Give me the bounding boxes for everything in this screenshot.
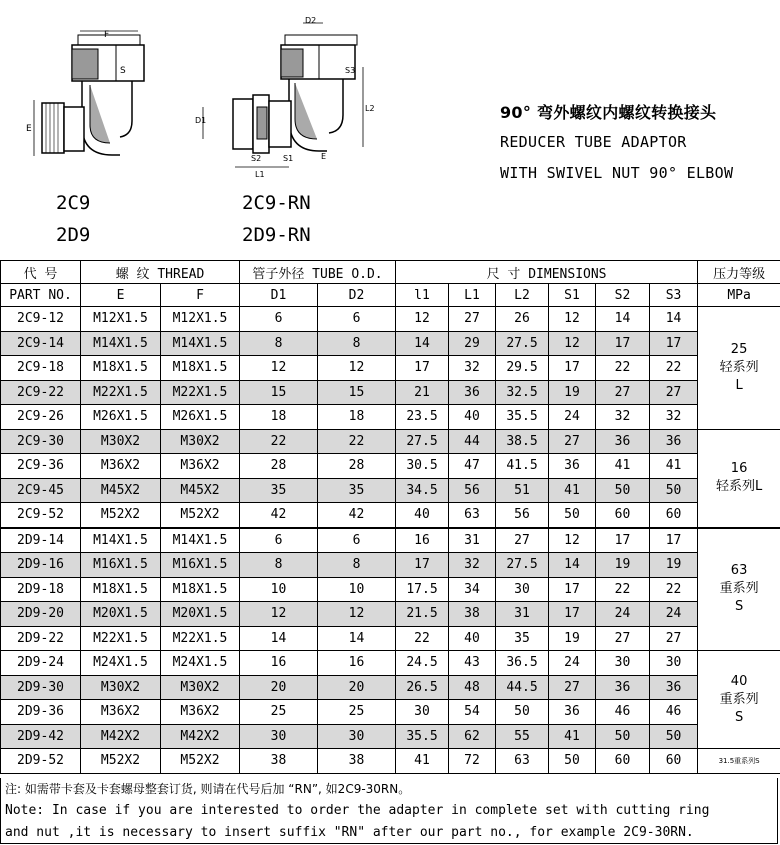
pressure-cell (698, 307, 780, 430)
table-cell: 21.5 (396, 602, 449, 627)
table-row (1, 429, 780, 454)
table-cell: 14 (240, 626, 318, 651)
table-cell: 47 (449, 454, 496, 479)
title-english-1: REDUCER TUBE ADAPTOR (500, 133, 687, 151)
table-cell: M45X2 (161, 478, 240, 503)
table-cell: M20X1.5 (81, 602, 161, 627)
table-cell: 12 (318, 602, 396, 627)
table-cell: 36 (650, 429, 698, 454)
elbow-drawing-2c9-rn (195, 15, 380, 180)
table-cell: 6 (318, 307, 396, 332)
table-cell: 36 (650, 675, 698, 700)
table-cell: 43 (449, 651, 496, 676)
table-cell: 12 (318, 356, 396, 381)
pressure-cell (698, 528, 780, 651)
table-cell: 2C9-26 (1, 405, 81, 430)
table-cell: 23.5 (396, 405, 449, 430)
table-cell: 22 (318, 429, 396, 454)
table-cell: 31 (496, 602, 549, 627)
table-cell: 27 (650, 626, 698, 651)
table-cell: 17 (650, 331, 698, 356)
table-cell: M12X1.5 (81, 307, 161, 332)
table-cell: 15 (240, 380, 318, 405)
table-cell: 36 (449, 380, 496, 405)
table-cell: 27.5 (496, 553, 549, 578)
pressure-value: 16 (730, 461, 748, 476)
table-cell: 2C9-45 (1, 478, 81, 503)
table-cell: M42X2 (161, 724, 240, 749)
table-cell: 38.5 (496, 429, 549, 454)
table-cell: 2C9-14 (1, 331, 81, 356)
table-cell: 12 (549, 528, 596, 553)
header-col: S3 (650, 284, 698, 307)
table-cell: 2D9-22 (1, 626, 81, 651)
table-cell: 30 (318, 724, 396, 749)
table-cell: 12 (549, 331, 596, 356)
table-cell: 2D9-36 (1, 700, 81, 725)
table-cell: M36X2 (81, 700, 161, 725)
table-row (1, 626, 780, 651)
pressure-value: 63 (730, 563, 748, 579)
table-cell: 22 (650, 577, 698, 602)
table-cell: M24X1.5 (81, 651, 161, 676)
table-cell: 30 (496, 577, 549, 602)
pressure-series: 轻系列L (715, 479, 763, 494)
table-cell: M12X1.5 (161, 307, 240, 332)
table-row (1, 724, 780, 749)
table-row (1, 602, 780, 627)
header-row-2 (1, 284, 780, 307)
header-col: D2 (318, 284, 396, 307)
table-cell: 2D9-14 (1, 528, 81, 553)
label-l2: L2 (365, 104, 375, 113)
table-cell: 35 (318, 478, 396, 503)
table-cell: 17.5 (396, 577, 449, 602)
table-cell: 16 (240, 651, 318, 676)
label-d2: D2 (305, 16, 317, 25)
table-cell: 32 (449, 356, 496, 381)
table-cell: 30 (396, 700, 449, 725)
header-col: S2 (596, 284, 650, 307)
table-cell: 14 (396, 331, 449, 356)
note-english-2: and nut ,it is necessary to insert suffix "RN" after our part no., for example 2C9-30RN. (5, 825, 694, 840)
table-cell: 16 (318, 651, 396, 676)
table-cell: 50 (549, 749, 596, 774)
table-cell: 35.5 (396, 724, 449, 749)
table-cell: 32 (596, 405, 650, 430)
table-cell: 12 (240, 356, 318, 381)
header-col: L1 (449, 284, 496, 307)
table-cell: 17 (596, 331, 650, 356)
table-row (1, 651, 780, 676)
table-cell: M36X2 (161, 454, 240, 479)
table-cell: 21 (396, 380, 449, 405)
table-cell: 60 (650, 503, 698, 528)
table-cell: 26.5 (396, 675, 449, 700)
table-row (1, 700, 780, 725)
table-cell: 25 (318, 700, 396, 725)
table-row (1, 675, 780, 700)
table-row (1, 528, 780, 553)
table-cell: M22X1.5 (161, 626, 240, 651)
table-cell: 27.5 (396, 429, 449, 454)
label-s3: S3 (345, 66, 356, 75)
table-cell: 17 (650, 528, 698, 553)
table-cell: 41 (650, 454, 698, 479)
table-cell: M14X1.5 (81, 331, 161, 356)
table-cell: 14 (650, 307, 698, 332)
table-cell: 30 (650, 651, 698, 676)
table-row (1, 356, 780, 381)
table-cell: 2D9-16 (1, 553, 81, 578)
table-cell: 35 (240, 478, 318, 503)
model-2c9: 2C9 (56, 192, 91, 214)
label-s: S (120, 66, 126, 76)
table-cell: 36 (549, 454, 596, 479)
note-chinese: 注: 如需带卡套及卡套螺母整套订货, 则请在代号后加 “RN”, 如2C9-30RN。 (5, 782, 411, 796)
header-pressure: 压力等级 (698, 261, 780, 284)
pressure-value: 31.5重系列S (718, 756, 760, 765)
notes-box (0, 778, 778, 844)
table-cell: 50 (596, 724, 650, 749)
table-cell: 32.5 (496, 380, 549, 405)
pressure-series: 重系列 (719, 691, 759, 707)
table-cell: 8 (318, 331, 396, 356)
header-col: l1 (396, 284, 449, 307)
table-cell: 28 (318, 454, 396, 479)
table-cell: 54 (449, 700, 496, 725)
table-cell: 18 (318, 405, 396, 430)
table-cell: 42 (240, 503, 318, 528)
table-cell: 34.5 (396, 478, 449, 503)
table-cell: 32 (650, 405, 698, 430)
table-cell: 42 (318, 503, 396, 528)
table-cell: 56 (496, 503, 549, 528)
table-cell: 51 (496, 478, 549, 503)
table-cell: 41 (396, 749, 449, 774)
table-cell: 28 (240, 454, 318, 479)
table-cell: 6 (240, 307, 318, 332)
label-s2: S2 (251, 154, 262, 163)
pressure-series: 重系列 (719, 581, 759, 597)
table-cell: 2C9-30 (1, 429, 81, 454)
header-col: E (81, 284, 161, 307)
table-cell: M30X2 (81, 429, 161, 454)
table-cell: 48 (449, 675, 496, 700)
model-2d9: 2D9 (56, 224, 91, 246)
table-cell: 38 (240, 749, 318, 774)
table-cell: M18X1.5 (161, 356, 240, 381)
header-row-1 (1, 261, 780, 284)
table-cell: 27 (596, 380, 650, 405)
pressure-suffix: S (734, 599, 744, 615)
table-cell: M14X1.5 (81, 528, 161, 553)
table-cell: 72 (449, 749, 496, 774)
table-row (1, 405, 780, 430)
table-cell: M18X1.5 (161, 577, 240, 602)
table-cell: 30 (240, 724, 318, 749)
table-cell: 24 (549, 405, 596, 430)
pressure-suffix: S (734, 709, 744, 725)
table-cell: 15 (318, 380, 396, 405)
table-cell: M52X2 (161, 503, 240, 528)
table-cell: 35 (496, 626, 549, 651)
table-cell: 10 (240, 577, 318, 602)
pressure-cell (698, 651, 780, 749)
table-cell: M52X2 (81, 749, 161, 774)
table-cell: 2C9-18 (1, 356, 81, 381)
table-cell: 36 (596, 675, 650, 700)
table-row (1, 380, 780, 405)
table-cell: 12 (240, 602, 318, 627)
table-cell: M16X1.5 (161, 553, 240, 578)
table-cell: M30X2 (81, 675, 161, 700)
table-cell: 44 (449, 429, 496, 454)
label-f: F (104, 30, 110, 40)
table-cell: 2D9-42 (1, 724, 81, 749)
table-cell: 40 (449, 405, 496, 430)
label-e-right: E (321, 152, 327, 161)
pressure-cell (698, 749, 780, 774)
table-cell: 40 (449, 626, 496, 651)
title-english-2: WITH SWIVEL NUT 90° ELBOW (500, 164, 734, 182)
table-cell: 24 (596, 602, 650, 627)
table-row (1, 478, 780, 503)
header-col: F (161, 284, 240, 307)
table-cell: 24.5 (396, 651, 449, 676)
table-cell: 30.5 (396, 454, 449, 479)
table-cell: 27.5 (496, 331, 549, 356)
header-col: S1 (549, 284, 596, 307)
table-cell: M14X1.5 (161, 528, 240, 553)
table-cell: 14 (596, 307, 650, 332)
table-cell: 27 (650, 380, 698, 405)
table-cell: M30X2 (161, 675, 240, 700)
table-cell: 6 (318, 528, 396, 553)
table-cell: 44.5 (496, 675, 549, 700)
table-cell: M18X1.5 (81, 356, 161, 381)
table-cell: M24X1.5 (161, 651, 240, 676)
dimensions-table (0, 260, 780, 774)
table-cell: 25 (240, 700, 318, 725)
table-cell: 34 (449, 577, 496, 602)
table-cell: 60 (596, 503, 650, 528)
table-row (1, 749, 780, 774)
table-row (1, 553, 780, 578)
table-cell: M52X2 (81, 503, 161, 528)
table-cell: 2C9-52 (1, 503, 81, 528)
table-cell: 41 (549, 724, 596, 749)
table-cell: 29 (449, 331, 496, 356)
table-cell: 22 (240, 429, 318, 454)
label-d1: D1 (195, 116, 207, 125)
table-cell: 2C9-22 (1, 380, 81, 405)
header-col: D1 (240, 284, 318, 307)
header-col: PART NO. (1, 284, 81, 307)
table-cell: 29.5 (496, 356, 549, 381)
table-cell: 17 (549, 356, 596, 381)
header-tube-od: 管子外径 TUBE O.D. (240, 261, 396, 284)
table-cell: 24 (549, 651, 596, 676)
header-code: 代 号 (1, 261, 81, 284)
table-cell: 6 (240, 528, 318, 553)
title-chinese: 90° 弯外螺纹内螺纹转换接头 (500, 103, 717, 122)
pressure-value: 25 (730, 341, 748, 357)
table-cell: M22X1.5 (161, 380, 240, 405)
table-cell: 8 (240, 331, 318, 356)
table-cell: 40 (396, 503, 449, 528)
table-cell: 19 (549, 626, 596, 651)
header-col: L2 (496, 284, 549, 307)
table-cell: M52X2 (161, 749, 240, 774)
table-cell: 60 (650, 749, 698, 774)
table-cell: 16 (396, 528, 449, 553)
header-thread: 螺 纹 THREAD (81, 261, 240, 284)
table-cell: M14X1.5 (161, 331, 240, 356)
table-cell: 22 (396, 626, 449, 651)
table-cell: 31 (449, 528, 496, 553)
table-cell: 20 (240, 675, 318, 700)
table-cell: 30 (596, 651, 650, 676)
table-cell: 2C9-12 (1, 307, 81, 332)
table-cell: 55 (496, 724, 549, 749)
table-cell: M22X1.5 (81, 380, 161, 405)
table-cell: 62 (449, 724, 496, 749)
table-cell: 14 (318, 626, 396, 651)
table-cell: 36 (549, 700, 596, 725)
table-row (1, 454, 780, 479)
table-cell: M45X2 (81, 478, 161, 503)
table-cell: 2C9-36 (1, 454, 81, 479)
table-row (1, 577, 780, 602)
table-cell: 56 (449, 478, 496, 503)
model-2c9-rn: 2C9-RN (242, 192, 311, 214)
label-e: E (26, 124, 32, 134)
table-cell: M22X1.5 (81, 626, 161, 651)
table-cell: 22 (650, 356, 698, 381)
elbow-drawing-2c9 (20, 25, 170, 175)
table-row (1, 331, 780, 356)
table-cell: 50 (650, 478, 698, 503)
table-cell: 12 (549, 307, 596, 332)
table-cell: 17 (596, 528, 650, 553)
table-cell: 20 (318, 675, 396, 700)
table-row (1, 307, 780, 332)
table-cell: 41.5 (496, 454, 549, 479)
table-cell: 19 (650, 553, 698, 578)
table-cell: 50 (650, 724, 698, 749)
table-cell: 36.5 (496, 651, 549, 676)
table-cell: 27 (496, 528, 549, 553)
label-l1: L1 (255, 170, 265, 179)
table-cell: M30X2 (161, 429, 240, 454)
table-cell: 22 (596, 577, 650, 602)
table-cell: 27 (549, 675, 596, 700)
table-cell: 18 (240, 405, 318, 430)
table-cell: 19 (596, 553, 650, 578)
table-cell: 2D9-52 (1, 749, 81, 774)
table-cell: 17 (396, 553, 449, 578)
table-cell: M42X2 (81, 724, 161, 749)
table-cell: 2D9-18 (1, 577, 81, 602)
table-cell: M36X2 (81, 454, 161, 479)
note-english-1: Note: In case if you are interested to order the adapter in complete set with cutting ring (5, 803, 710, 818)
table-cell: 14 (549, 553, 596, 578)
header-dimensions: 尺 寸 DIMENSIONS (396, 261, 698, 284)
table-cell: 10 (318, 577, 396, 602)
table-cell: 50 (549, 503, 596, 528)
table-cell: M26X1.5 (161, 405, 240, 430)
table-cell: 2D9-24 (1, 651, 81, 676)
table-cell: 12 (396, 307, 449, 332)
table-cell: 27 (449, 307, 496, 332)
table-cell: 36 (596, 429, 650, 454)
table-row (1, 503, 780, 528)
table-cell: 35.5 (496, 405, 549, 430)
table-cell: 38 (318, 749, 396, 774)
table-cell: M18X1.5 (81, 577, 161, 602)
table-cell: 38 (449, 602, 496, 627)
table-cell: 8 (318, 553, 396, 578)
table-cell: 8 (240, 553, 318, 578)
table-cell: 2D9-30 (1, 675, 81, 700)
table-cell: 24 (650, 602, 698, 627)
pressure-suffix: L (735, 377, 743, 393)
table-cell: 27 (549, 429, 596, 454)
pressure-series: 轻系列 (719, 359, 759, 375)
table-cell: M20X1.5 (161, 602, 240, 627)
header-col: MPa (698, 284, 780, 307)
pressure-value: 40 (730, 673, 748, 689)
table-cell: 50 (596, 478, 650, 503)
model-2d9-rn: 2D9-RN (242, 224, 311, 246)
table-cell: 41 (549, 478, 596, 503)
table-cell: 27 (596, 626, 650, 651)
table-cell: 22 (596, 356, 650, 381)
table-cell: 2D9-20 (1, 602, 81, 627)
table-cell: 32 (449, 553, 496, 578)
pressure-cell (698, 429, 780, 528)
table-cell: 26 (496, 307, 549, 332)
table-cell: 17 (549, 577, 596, 602)
table-cell: 41 (596, 454, 650, 479)
table-cell: 60 (596, 749, 650, 774)
table-cell: 46 (650, 700, 698, 725)
table-cell: 63 (496, 749, 549, 774)
table-cell: M26X1.5 (81, 405, 161, 430)
table-cell: M36X2 (161, 700, 240, 725)
table-cell: 17 (396, 356, 449, 381)
table-cell: 17 (549, 602, 596, 627)
table-cell: M16X1.5 (81, 553, 161, 578)
table-cell: 50 (496, 700, 549, 725)
table-cell: 63 (449, 503, 496, 528)
label-s1: S1 (283, 154, 294, 163)
table-cell: 19 (549, 380, 596, 405)
table-cell: 46 (596, 700, 650, 725)
